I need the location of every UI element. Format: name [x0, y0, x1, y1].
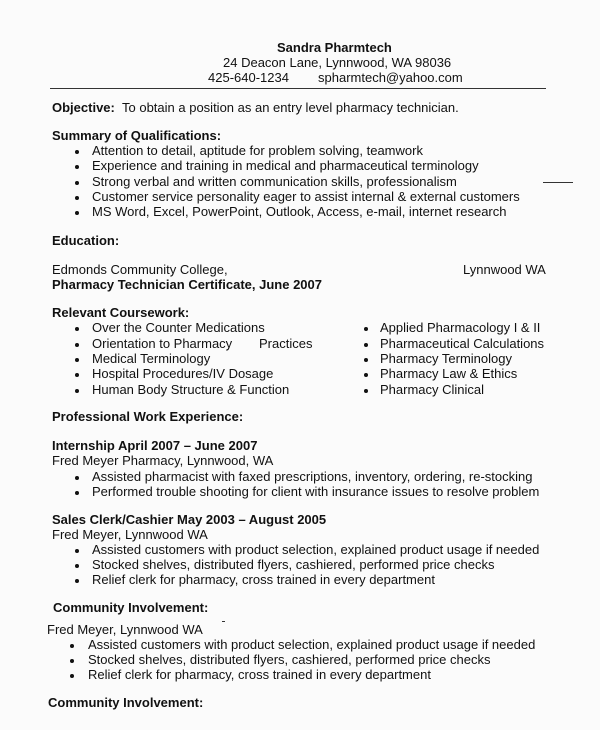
job-employer: Fred Meyer, Lynnwood WA: [52, 527, 208, 542]
job-item: Assisted pharmacist with faxed prescriptions, inventory, ordering, re-stocking: [92, 469, 533, 484]
bullet-icon: [75, 181, 79, 185]
course-item: Orientation to Pharmacy: [92, 336, 233, 351]
community-item: Relief clerk for pharmacy, cross trained in every department: [88, 667, 431, 682]
bullet-icon: [75, 476, 79, 480]
coursework-heading: Relevant Coursework:: [52, 305, 190, 320]
bullet-icon: [70, 644, 74, 648]
bullet-icon: [70, 659, 74, 663]
email: spharmtech@yahoo.com: [318, 70, 463, 85]
school-location: Lynnwood WA: [463, 262, 546, 277]
list-item: Customer service personality eager to assist internal & external customers: [92, 189, 520, 204]
list-item: MS Word, Excel, PowerPoint, Outlook, Access, e-mail, internet research: [92, 204, 507, 219]
summary-heading: Summary of Qualifications:: [52, 128, 222, 143]
bullet-icon: [75, 196, 79, 200]
stray-mark: [222, 621, 225, 622]
phone: 425-640-1234: [208, 70, 289, 85]
job-title: Internship April 2007 – June 2007: [52, 438, 258, 453]
list-item: Strong verbal and written communication skills, professionalism: [92, 174, 457, 189]
course-item: Medical Terminology: [92, 351, 211, 366]
school-name: Edmonds Community College,: [52, 262, 228, 277]
bullet-icon: [75, 358, 79, 362]
course-item: Pharmacy Terminology: [380, 351, 512, 366]
bullet-icon: [364, 327, 368, 331]
bullet-icon: [75, 150, 79, 154]
job-employer: Fred Meyer Pharmacy, Lynnwood, WA: [52, 453, 274, 468]
bullet-icon: [75, 211, 79, 215]
job-item: Stocked shelves, distributed flyers, cashiered, performed price checks: [92, 557, 495, 572]
bullet-icon: [364, 389, 368, 393]
bullet-icon: [364, 373, 368, 377]
course-item: Pharmaceutical Calculations: [380, 336, 545, 351]
list-item: Experience and training in medical and pharmaceutical terminology: [92, 158, 479, 173]
job-item: Assisted customers with product selection, explained product usage if needed: [92, 542, 540, 557]
community-heading: Community Involvement:: [53, 600, 209, 615]
education-heading: Education:: [52, 233, 120, 248]
course-item: Pharmacy Law & Ethics: [380, 366, 518, 381]
community-heading-2: Community Involvement:: [48, 695, 204, 710]
objective-label: Objective:: [52, 100, 115, 115]
bullet-icon: [75, 327, 79, 331]
applicant-name: Sandra Pharmtech: [277, 40, 392, 55]
course-item: Hospital Procedures/IV Dosage: [92, 366, 274, 381]
job-item: Performed trouble shooting for client with insurance issues to resolve problem: [92, 484, 540, 499]
bullet-icon: [70, 674, 74, 678]
community-item: Stocked shelves, distributed flyers, cashiered, performed price checks: [88, 652, 491, 667]
experience-heading: Professional Work Experience:: [52, 409, 244, 424]
course-item: Over the Counter Medications: [92, 320, 265, 335]
stray-line: [543, 182, 573, 183]
course-item: Human Body Structure & Function: [92, 382, 290, 397]
bullet-icon: [75, 343, 79, 347]
bullet-icon: [75, 549, 79, 553]
bullet-icon: [75, 373, 79, 377]
bullet-icon: [75, 491, 79, 495]
course-item: Pharmacy Clinical: [380, 382, 485, 397]
job-item: Relief clerk for pharmacy, cross trained in every department: [92, 572, 435, 587]
course-item: Applied Pharmacology I & II: [380, 320, 541, 335]
bullet-icon: [75, 564, 79, 568]
job-title: Sales Clerk/Cashier May 2003 – August 2005: [52, 512, 327, 527]
community-item: Assisted customers with product selection, explained product usage if needed: [88, 637, 536, 652]
objective-text: To obtain a position as an entry level pharmacy technician.: [122, 100, 459, 115]
community-employer: Fred Meyer, Lynnwood WA: [47, 622, 203, 637]
header-divider: [50, 88, 546, 89]
list-item: Attention to detail, aptitude for problem solving, teamwork: [92, 143, 423, 158]
certificate: Pharmacy Technician Certificate, June 2007: [52, 277, 322, 292]
bullet-icon: [75, 389, 79, 393]
bullet-icon: [75, 165, 79, 169]
address: 24 Deacon Lane, Lynnwood, WA 98036: [223, 55, 452, 70]
bullet-icon: [75, 579, 79, 583]
course-item-extra: Practices: [259, 336, 313, 351]
bullet-icon: [364, 358, 368, 362]
bullet-icon: [364, 343, 368, 347]
